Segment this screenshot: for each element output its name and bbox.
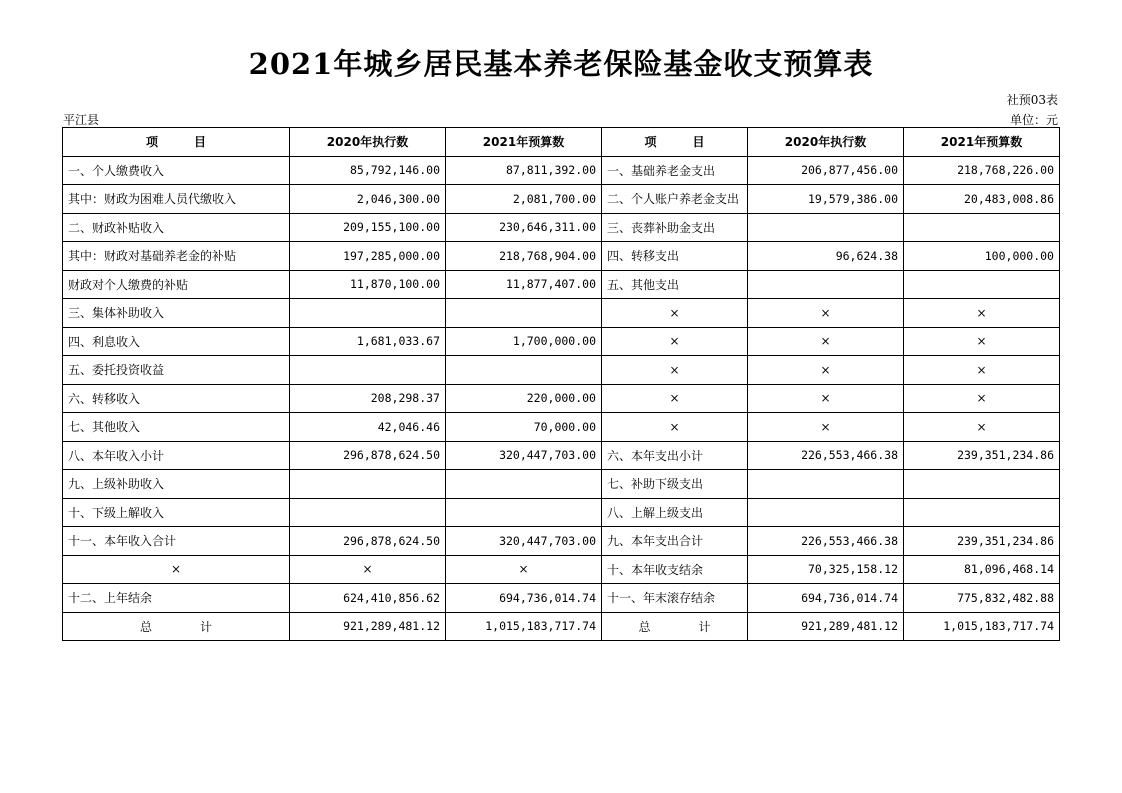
income-item-cell: 五、委托投资收益 [63,356,290,385]
expense-2021-cell: 20,483,008.86 [904,185,1060,214]
budget-table [62,127,1060,641]
expense-item-cell: 总 计 [602,612,748,641]
table-row [63,584,1060,613]
income-item-cell: 其中：财政为困难人员代缴收入 [63,185,290,214]
table-row [63,441,1060,470]
income-2021-cell: 87,811,392.00 [446,156,602,185]
header-income-2021: 2021年预算数 [446,128,602,157]
expense-2020-cell [748,498,904,527]
expense-item-cell: × [602,413,748,442]
expense-2021-cell: 239,351,234.86 [904,441,1060,470]
expense-item-cell: 八、上解上级支出 [602,498,748,527]
expense-2021-cell [904,270,1060,299]
table-row [63,470,1060,499]
income-item-cell: 六、转移收入 [63,384,290,413]
expense-2021-cell [904,498,1060,527]
table-row [63,213,1060,242]
income-2021-cell: 11,877,407.00 [446,270,602,299]
income-2020-cell: 208,298.37 [290,384,446,413]
table-row [63,413,1060,442]
income-2020-cell [290,470,446,499]
income-item-cell: 十二、上年结余 [63,584,290,613]
expense-2020-cell: × [748,299,904,328]
expense-2021-cell: 239,351,234.86 [904,527,1060,556]
income-item-cell: × [63,555,290,584]
income-2020-cell: 209,155,100.00 [290,213,446,242]
expense-item-cell: × [602,327,748,356]
income-2021-cell: 320,447,703.00 [446,441,602,470]
income-2020-cell: 921,289,481.12 [290,612,446,641]
expense-2020-cell: × [748,384,904,413]
expense-item-cell: 六、本年支出小计 [602,441,748,470]
table-row [63,498,1060,527]
table-row [63,185,1060,214]
header-expense-2020: 2020年执行数 [748,128,904,157]
income-2020-cell: 1,681,033.67 [290,327,446,356]
table-row [63,327,1060,356]
expense-2020-cell: 226,553,466.38 [748,441,904,470]
expense-item-cell: 三、丧葬补助金支出 [602,213,748,242]
income-item-cell: 其中：财政对基础养老金的补贴 [63,242,290,271]
income-2021-cell: 220,000.00 [446,384,602,413]
header-income-item: 项 目 [63,128,290,157]
expense-2020-cell: 226,553,466.38 [748,527,904,556]
income-2021-cell: 218,768,904.00 [446,242,602,271]
table-row [63,242,1060,271]
table-row [63,555,1060,584]
expense-2020-cell: 96,624.38 [748,242,904,271]
expense-item-cell: × [602,299,748,328]
income-2021-cell: 230,646,311.00 [446,213,602,242]
expense-2021-cell: 100,000.00 [904,242,1060,271]
expense-2020-cell [748,270,904,299]
income-item-cell: 三、集体补助收入 [63,299,290,328]
expense-2020-cell: × [748,356,904,385]
income-2020-cell: 2,046,300.00 [290,185,446,214]
table-row [63,527,1060,556]
expense-item-cell: 十一、年末滚存结余 [602,584,748,613]
income-2020-cell: 11,870,100.00 [290,270,446,299]
income-item-cell: 八、本年收入小计 [63,441,290,470]
income-item-cell: 十一、本年收入合计 [63,527,290,556]
income-2021-cell: 70,000.00 [446,413,602,442]
region-label: 平江县 [63,113,100,127]
income-2021-cell: 694,736,014.74 [446,584,602,613]
expense-2021-cell: × [904,327,1060,356]
income-2021-cell: 320,447,703.00 [446,527,602,556]
expense-2021-cell: × [904,384,1060,413]
table-header-row [63,128,1060,157]
header-expense-item: 项 目 [602,128,748,157]
expense-item-cell: × [602,356,748,385]
income-2020-cell: 296,878,624.50 [290,441,446,470]
income-item-cell: 二、财政补贴收入 [63,213,290,242]
expense-item-cell: 四、转移支出 [602,242,748,271]
income-item-cell: 总 计 [63,612,290,641]
income-item-cell: 七、其他收入 [63,413,290,442]
expense-item-cell: 七、补助下级支出 [602,470,748,499]
table-row [63,299,1060,328]
expense-2021-cell: 218,768,226.00 [904,156,1060,185]
income-2021-cell [446,299,602,328]
expense-item-cell: 九、本年支出合计 [602,527,748,556]
expense-2021-cell: × [904,356,1060,385]
expense-2021-cell: 81,096,468.14 [904,555,1060,584]
income-2021-cell [446,470,602,499]
expense-2020-cell: × [748,413,904,442]
expense-item-cell: 五、其他支出 [602,270,748,299]
income-2020-cell: 85,792,146.00 [290,156,446,185]
income-2021-cell [446,498,602,527]
income-2020-cell [290,356,446,385]
expense-item-cell: × [602,384,748,413]
header-income-2020: 2020年执行数 [290,128,446,157]
income-2020-cell: 197,285,000.00 [290,242,446,271]
income-2020-cell: 42,046.46 [290,413,446,442]
income-2020-cell: 624,410,856.62 [290,584,446,613]
expense-item-cell: 十、本年收支结余 [602,555,748,584]
page-title: 2021年城乡居民基本养老保险基金收支预算表 [248,47,874,81]
income-2020-cell: 296,878,624.50 [290,527,446,556]
expense-2021-cell: 775,832,482.88 [904,584,1060,613]
expense-2021-cell [904,213,1060,242]
table-row [63,156,1060,185]
expense-2021-cell: × [904,413,1060,442]
expense-2020-cell: 921,289,481.12 [748,612,904,641]
income-item-cell: 财政对个人缴费的补贴 [63,270,290,299]
expense-2021-cell: × [904,299,1060,328]
header-expense-2021: 2021年预算数 [904,128,1060,157]
expense-2020-cell [748,213,904,242]
income-item-cell: 十、下级上解收入 [63,498,290,527]
table-row [63,384,1060,413]
expense-2020-cell: 206,877,456.00 [748,156,904,185]
expense-item-cell: 一、基础养老金支出 [602,156,748,185]
expense-2020-cell: 70,325,158.12 [748,555,904,584]
table-row [63,612,1060,641]
unit-label: 单位：元 [1009,113,1058,127]
expense-2020-cell [748,470,904,499]
income-2021-cell: 2,081,700.00 [446,185,602,214]
table-row [63,270,1060,299]
income-item-cell: 一、个人缴费收入 [63,156,290,185]
income-2021-cell: × [446,555,602,584]
income-2021-cell: 1,015,183,717.74 [446,612,602,641]
expense-2020-cell: × [748,327,904,356]
income-2021-cell: 1,700,000.00 [446,327,602,356]
expense-2020-cell: 694,736,014.74 [748,584,904,613]
expense-item-cell: 二、个人账户养老金支出 [602,185,748,214]
table-row [63,356,1060,385]
expense-2021-cell [904,470,1060,499]
income-2020-cell: × [290,555,446,584]
income-2021-cell [446,356,602,385]
table-body [63,156,1060,641]
income-item-cell: 四、利息收入 [63,327,290,356]
expense-2020-cell: 19,579,386.00 [748,185,904,214]
form-code: 社预03表 [1006,93,1058,107]
income-item-cell: 九、上级补助收入 [63,470,290,499]
income-2020-cell [290,498,446,527]
expense-2021-cell: 1,015,183,717.74 [904,612,1060,641]
income-2020-cell [290,299,446,328]
